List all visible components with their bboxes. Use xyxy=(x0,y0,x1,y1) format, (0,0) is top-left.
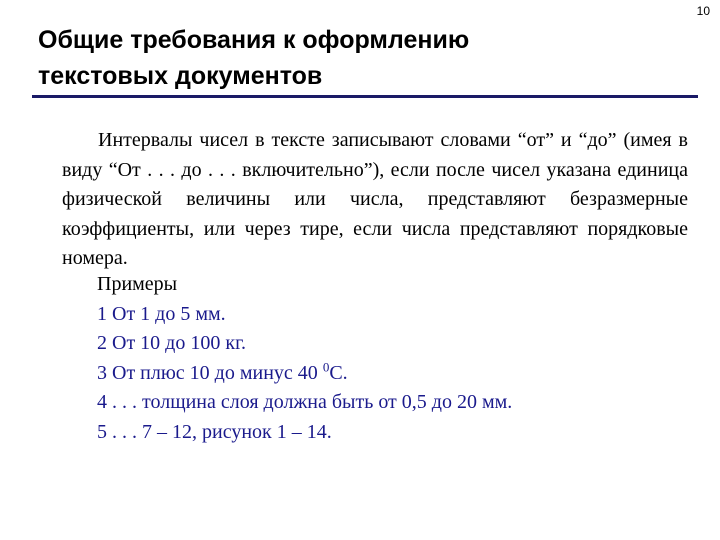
example-item-3-text: 3 От плюс 10 до минус 40 xyxy=(97,361,323,384)
example-item-3 xyxy=(97,359,512,389)
example-item-2: 2 От 10 до 100 кг. xyxy=(97,332,247,354)
title-divider xyxy=(32,95,698,98)
page-title-line-2: текстовых документов xyxy=(38,62,323,90)
page-title xyxy=(38,22,678,94)
examples-heading: Примеры xyxy=(97,273,178,295)
page-number: 10 xyxy=(696,4,710,18)
body-paragraph-text: Интервалы чисел в тексте записывают словами “от” и “до” (имея в виду “От . . . до . . . включительно”), если после чисел указана единица физической величины или числа, представляют безразмерные коэффициенты, или через тире, если числа представляют порядковые номера. xyxy=(62,129,688,269)
example-item-4: 4 . . . толщина слоя должна быть от 0,5 до 20 мм. xyxy=(97,391,513,413)
body-paragraph xyxy=(62,126,688,274)
page-title-line-1: Общие требования к оформлению xyxy=(38,26,470,54)
example-item-3-superscript: 0 xyxy=(322,358,330,374)
example-item-3-unit: С. xyxy=(329,361,348,384)
example-item-1: 1 От 1 до 5 мм. xyxy=(97,302,226,325)
examples-list xyxy=(97,270,512,447)
example-item-5: 5 . . . 7 – 12, рисунок 1 – 14. xyxy=(97,420,332,443)
